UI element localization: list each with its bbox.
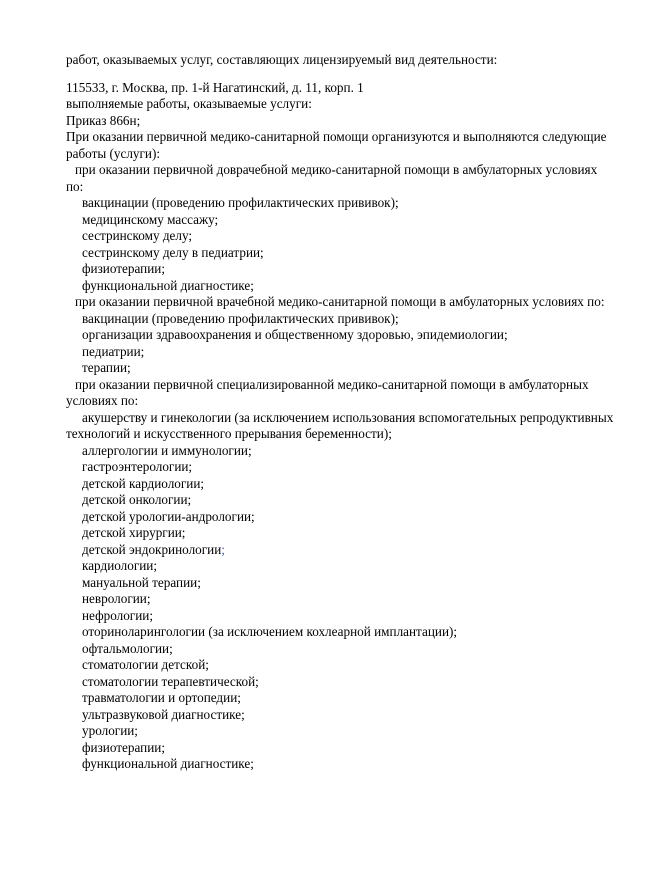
text-line-content: нефрологии; xyxy=(82,607,153,623)
text-line xyxy=(66,80,626,97)
text-line xyxy=(66,476,626,493)
text-line xyxy=(66,756,626,773)
text-line-content: 115533, г. Москва, пр. 1-й Нагатинский, д. 11, корп. 1 xyxy=(66,79,364,95)
text-line-content: выполняемые работы, оказываемые услуги: xyxy=(66,96,312,111)
text-line xyxy=(66,707,626,724)
text-line xyxy=(66,344,626,361)
text-line xyxy=(66,228,626,245)
text-line xyxy=(66,740,626,757)
text-line-content: детской онкологии; xyxy=(82,492,192,507)
text-line-content: функциональной диагностике; xyxy=(82,277,254,293)
text-line-content: вакцинации (проведению профилактических прививок); xyxy=(82,195,399,210)
text-line-content: детской урологии-андрологии; xyxy=(82,508,255,524)
text-line xyxy=(66,674,626,691)
text-line xyxy=(66,393,626,410)
text-line xyxy=(66,443,626,460)
text-line-content: сестринскому делу; xyxy=(82,228,193,243)
text-line-content: акушерству и гинекологии (за исключением использования вспомогательных репродуктивных xyxy=(82,409,614,425)
text-line-content: ультразвуковой диагностике; xyxy=(82,706,245,722)
text-line-content: физиотерапии; xyxy=(82,261,166,276)
text-line-content: стоматологии детской; xyxy=(82,657,209,672)
text-line xyxy=(66,657,626,674)
text-line-content: кардиологии; xyxy=(82,558,158,573)
text-line-content: организации здравоохранения и общественному здоровью, эпидемиологии; xyxy=(82,327,508,342)
text-line xyxy=(66,624,626,641)
text-line xyxy=(66,410,626,427)
text-line xyxy=(66,558,626,575)
text-line xyxy=(66,245,626,262)
text-line xyxy=(66,327,626,344)
text-line xyxy=(66,690,626,707)
text-line-content: при оказании первичной врачебной медико-санитарной помощи в амбулаторных условиях по: xyxy=(75,294,605,309)
text-line-content: условиях по: xyxy=(66,393,139,408)
text-line-content: работы (услуги): xyxy=(66,145,161,161)
text-line-content: неврологии; xyxy=(82,591,151,606)
text-line-content: функциональной диагностике; xyxy=(82,756,254,771)
text-line xyxy=(66,195,626,212)
text-line-content: вакцинации (проведению профилактических прививок); xyxy=(82,310,399,326)
text-line-content: гастроэнтерологии; xyxy=(82,459,193,474)
text-line xyxy=(66,113,626,130)
text-line xyxy=(66,377,626,394)
text-line xyxy=(66,509,626,526)
text-line-content: офтальмологии; xyxy=(82,640,173,656)
license-works-document-text xyxy=(66,52,626,773)
text-line xyxy=(66,278,626,295)
text-line-content: медицинскому массажу; xyxy=(82,211,219,227)
text-line-content: при оказании первичной доврачебной медико-санитарной помощи в амбулаторных условиях xyxy=(75,162,598,177)
text-line xyxy=(66,525,626,542)
text-line xyxy=(66,608,626,625)
accent-semicolon: ; xyxy=(221,541,225,557)
text-line-content: мануальной терапии; xyxy=(82,574,201,590)
text-line xyxy=(66,360,626,377)
text-line-content: физиотерапии; xyxy=(82,739,166,755)
text-line-content: по: xyxy=(66,178,84,194)
text-line-content: стоматологии терапевтической; xyxy=(82,673,259,689)
text-line-content: аллергологии и иммунологии; xyxy=(82,442,252,458)
text-line-content: оториноларингологии (за исключением кохлеарной имплантации); xyxy=(82,624,458,639)
text-line-content: травматологии и ортопедии; xyxy=(82,690,241,705)
text-line xyxy=(66,179,626,196)
blank-line xyxy=(66,69,626,80)
text-line xyxy=(66,129,626,146)
text-line xyxy=(66,575,626,592)
text-line xyxy=(66,311,626,328)
text-line-content: сестринскому делу в педиатрии; xyxy=(82,244,264,260)
text-line-content: при оказании первичной специализированной медико-санитарной помощи в амбулаторных xyxy=(75,376,589,392)
text-line xyxy=(66,146,626,163)
text-line xyxy=(66,52,626,69)
text-line-content: технологий и искусственного прерывания беременности); xyxy=(66,426,392,441)
text-line xyxy=(66,542,626,559)
text-line xyxy=(66,641,626,658)
text-line xyxy=(66,261,626,278)
text-line-content: Приказ 866н; xyxy=(66,112,141,128)
text-line xyxy=(66,162,626,179)
text-line xyxy=(66,591,626,608)
text-line-content: педиатрии; xyxy=(82,343,145,359)
text-line-content: детской хирургии; xyxy=(82,525,186,540)
text-line-content: работ, оказываемых услуг, составляющих лицензируемый вид деятельности: xyxy=(66,52,498,67)
text-line-content: детской эндокринологии xyxy=(82,541,222,557)
text-line-content: детской кардиологии; xyxy=(82,475,205,491)
text-line-content: терапии; xyxy=(82,360,131,375)
text-line xyxy=(66,426,626,443)
text-line-content: При оказании первичной медико-санитарной помощи организуются и выполняются следующие xyxy=(66,129,607,144)
text-line xyxy=(66,294,626,311)
text-line xyxy=(66,492,626,509)
text-line xyxy=(66,96,626,113)
text-line xyxy=(66,459,626,476)
text-line-content: урологии; xyxy=(82,723,138,738)
text-line xyxy=(66,212,626,229)
text-line xyxy=(66,723,626,740)
